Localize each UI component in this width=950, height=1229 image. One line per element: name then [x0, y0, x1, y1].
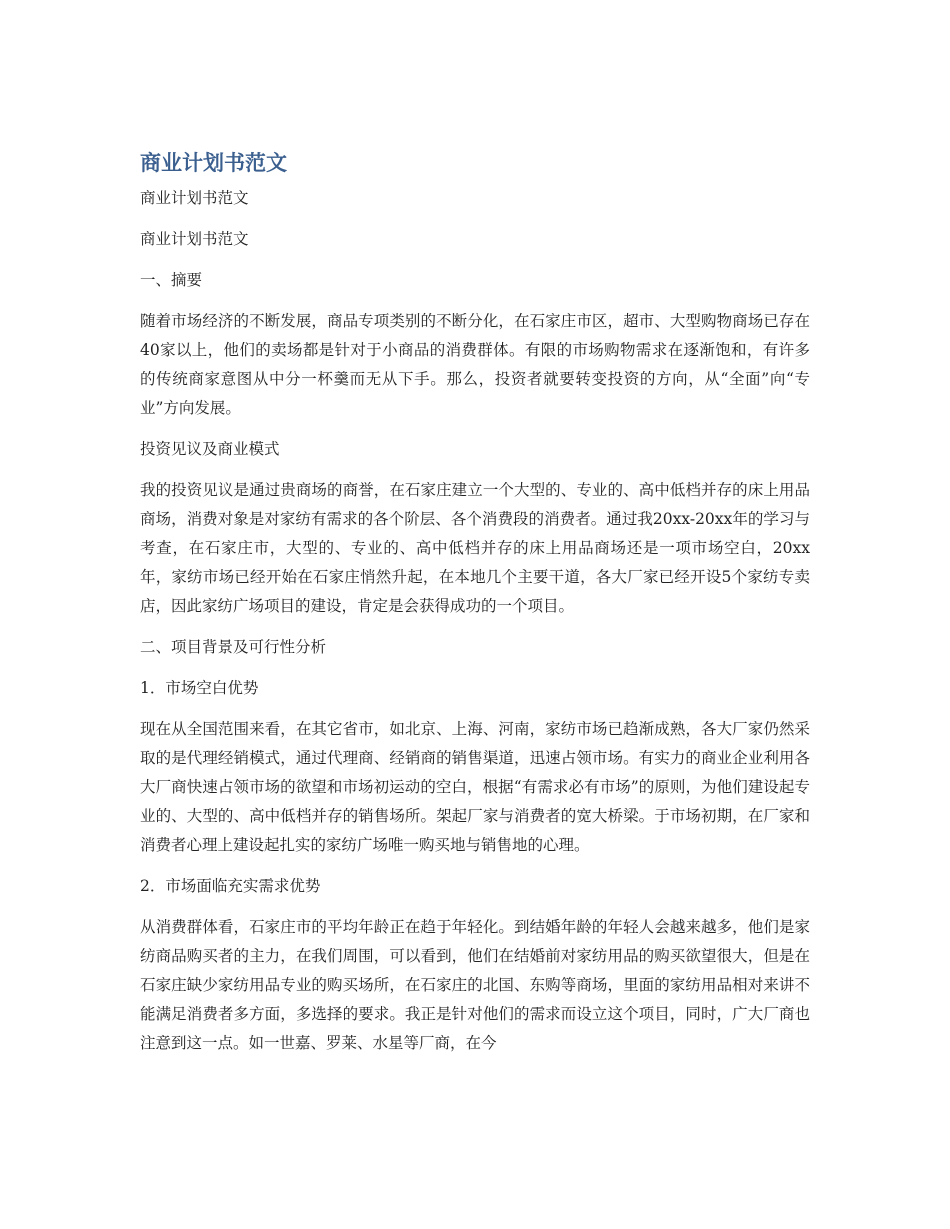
subtitle-paragraph: 商业计划书范文: [140, 189, 249, 207]
subheading-market-demand: 2．市场面临充实需求优势: [140, 877, 321, 895]
summary-paragraph: 随着市场经济的不断发展，商品专项类别的不断分化，在石家庄市区，超市、大型购物商场已存在40家以上，他们的卖场都是针对于小商品的消费群体。有限的市场购物需求在逐渐饱和，有许多的传统商家意图从中分一杯羹而无从下手。那么，投资者就要转变投资的方向，从“全面”向“专业”方向发展。: [140, 312, 810, 417]
investment-paragraph: 我的投资见议是通过贵商场的商誉，在石家庄建立一个大型的、专业的、高中低档并存的床上用品商场，消费对象是对家纺有需求的各个阶层、各个消费段的消费者。通过我20xx-20xx年的学习与考查，在石家庄市，大型的、专业的、高中低档并存的床上用品商场还是一项市场空白，20xx年，家纺市场已经开始在石家庄悄然升起，在本地几个主要干道，各大厂家已经开设5个家纺专卖店，因此家纺广场项目的建设，肯定是会获得成功的一个项目。: [140, 481, 810, 615]
market-demand-paragraph: 从消费群体看，石家庄市的平均年龄正在趋于年轻化。到结婚年龄的年轻人会越来越多，他们是家纺商品购买者的主力，在我们周围，可以看到，他们在结婚前对家纺用品的购买欲望很大，但是在石家庄缺少家纺用品专业的购买场所，在石家庄的北国、东购等商场，里面的家纺用品相对来讲不能满足消费者多方面，多选择的要求。我正是针对他们的需求而设立这个项目，同时，广大厂商也注意到这一点。如一世嘉、罗莱、水星等厂商，在今: [140, 918, 810, 1052]
section-heading-background: 二、项目背景及可行性分析: [140, 638, 327, 656]
document-title: 商业计划书范文: [140, 151, 287, 175]
section-heading-summary: 一、摘要: [140, 271, 203, 289]
document-body: [140, 148, 810, 1070]
section-heading-investment: 投资见议及商业模式: [140, 440, 280, 458]
subheading-market-gap: 1．市场空白优势: [140, 679, 259, 697]
market-gap-paragraph: 现在从全国范围来看，在其它省市，如北京、上海、河南，家纺市场已趋渐成熟，各大厂家仍然采取的是代理经销模式，通过代理商、经销商的销售渠道，迅速占领市场。有实力的商业企业利用各大厂商快速占领市场的欲望和市场初运动的空白，根据“有需求必有市场”的原则，为他们建设起专业的、大型的、高中低档并存的销售场所。架起厂家与消费者的宽大桥梁。于市场初期，在厂家和消费者心理上建设起扎实的家纺广场唯一购买地与销售地的心理。: [140, 720, 810, 854]
subtitle-paragraph-repeat: 商业计划书范文: [140, 230, 249, 248]
